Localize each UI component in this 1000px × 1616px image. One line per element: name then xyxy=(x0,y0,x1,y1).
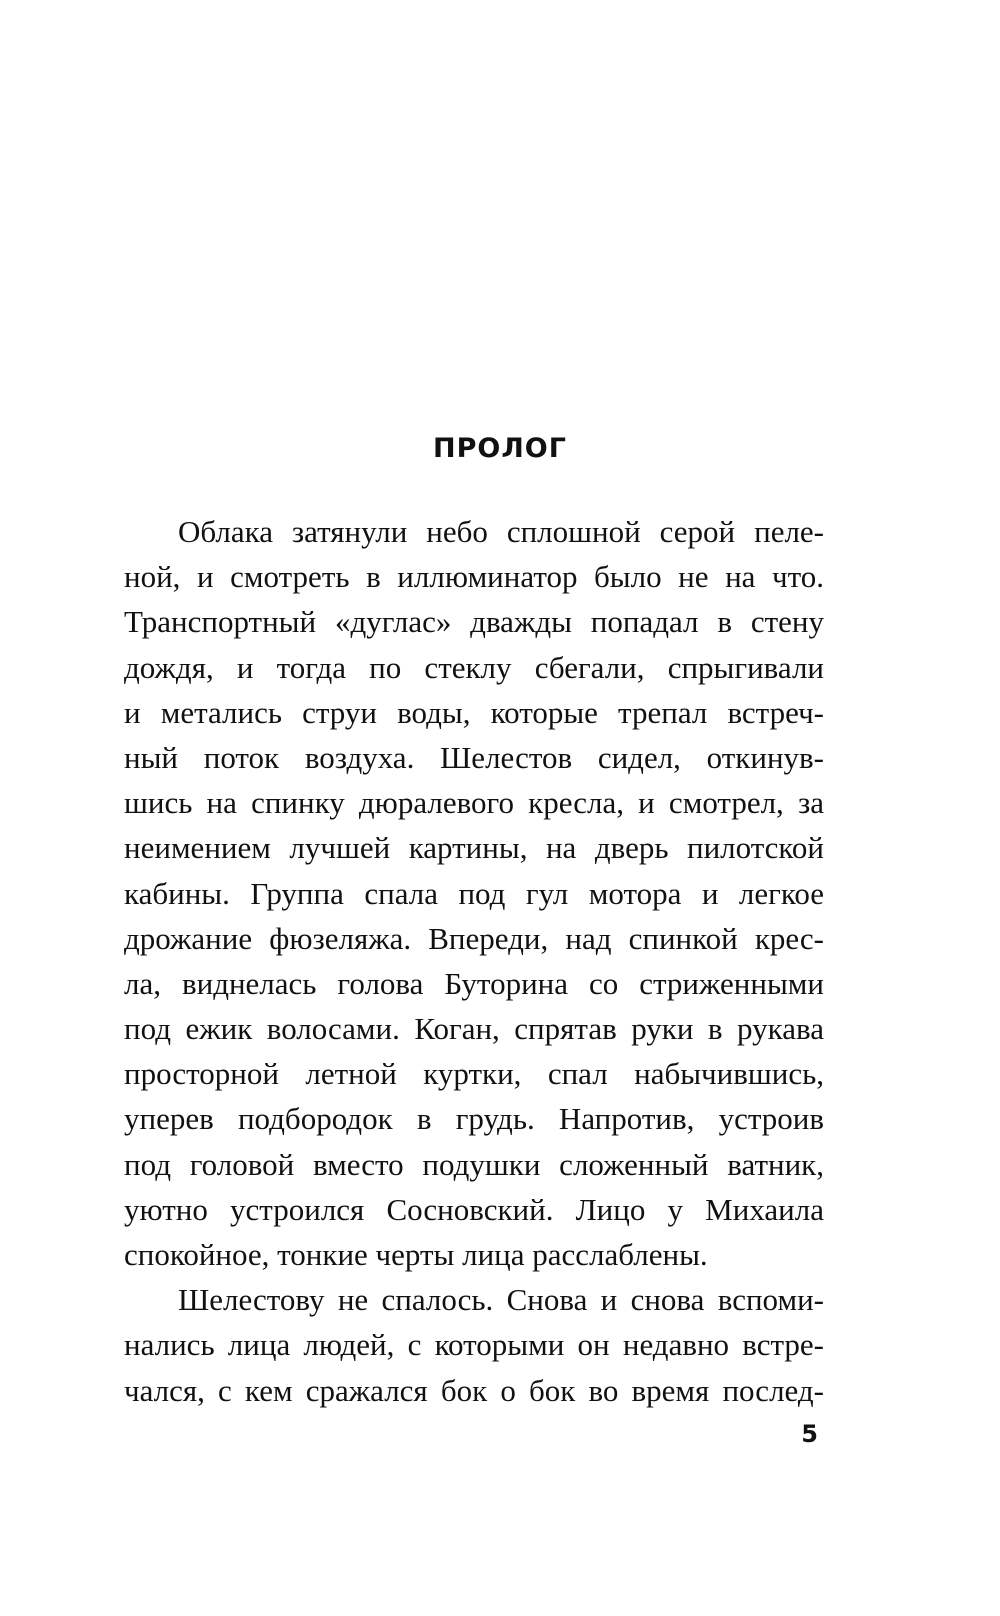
body-text xyxy=(124,509,824,1413)
text-line: неимением лучшей картины, на дверь пилотской xyxy=(124,830,824,866)
text-line: шись на спинку дюралевого кресла, и смотрел, за xyxy=(124,785,824,821)
text-line: спокойное, тонкие черты лица расслаблены. xyxy=(124,1237,708,1272)
text-line: Транспортный «дуглас» дважды попадал в стену xyxy=(124,604,824,640)
text-line: под головой вместо подушки сложенный ватник, xyxy=(124,1146,824,1182)
text-line: Облака затянули небо сплошной серой пеле- xyxy=(178,514,824,549)
text-line: дождя, и тогда по стеклу сбегали, спрыгивали xyxy=(124,649,824,685)
text-line: кабины. Группа спала под гул мотора и легкое xyxy=(124,875,824,911)
text-line: и метались струи воды, которые трепал встреч- xyxy=(124,694,824,730)
text-line: просторной летной куртки, спал набычившись, xyxy=(124,1056,824,1092)
text-line: чался, с кем сражался бок о бок во время послед- xyxy=(124,1372,824,1408)
text-line: ной, и смотреть в иллюминатор было не на что. xyxy=(124,559,824,595)
text-line: уютно устроился Сосновский. Лицо у Михаила xyxy=(124,1191,824,1227)
text-line: под ежик волосами. Коган, спрятав руки в рукава xyxy=(124,1011,824,1047)
text-line: уперев подбородок в грудь. Напротив, устроив xyxy=(124,1101,824,1137)
text-line: дрожание фюзеляжа. Впереди, над спинкой крес- xyxy=(124,920,824,956)
text-line: Шелестову не спалось. Снова и снова вспоми- xyxy=(178,1282,824,1318)
text-line: ный поток воздуха. Шелестов сидел, откинув- xyxy=(124,739,824,775)
text-line: нались лица людей, с которыми он недавно встре- xyxy=(124,1327,824,1363)
chapter-title: ПРОЛОГ xyxy=(433,433,567,464)
text-line: ла, виднелась голова Буторина со стриженными xyxy=(124,965,824,1001)
page-number: 5 xyxy=(801,1420,818,1448)
